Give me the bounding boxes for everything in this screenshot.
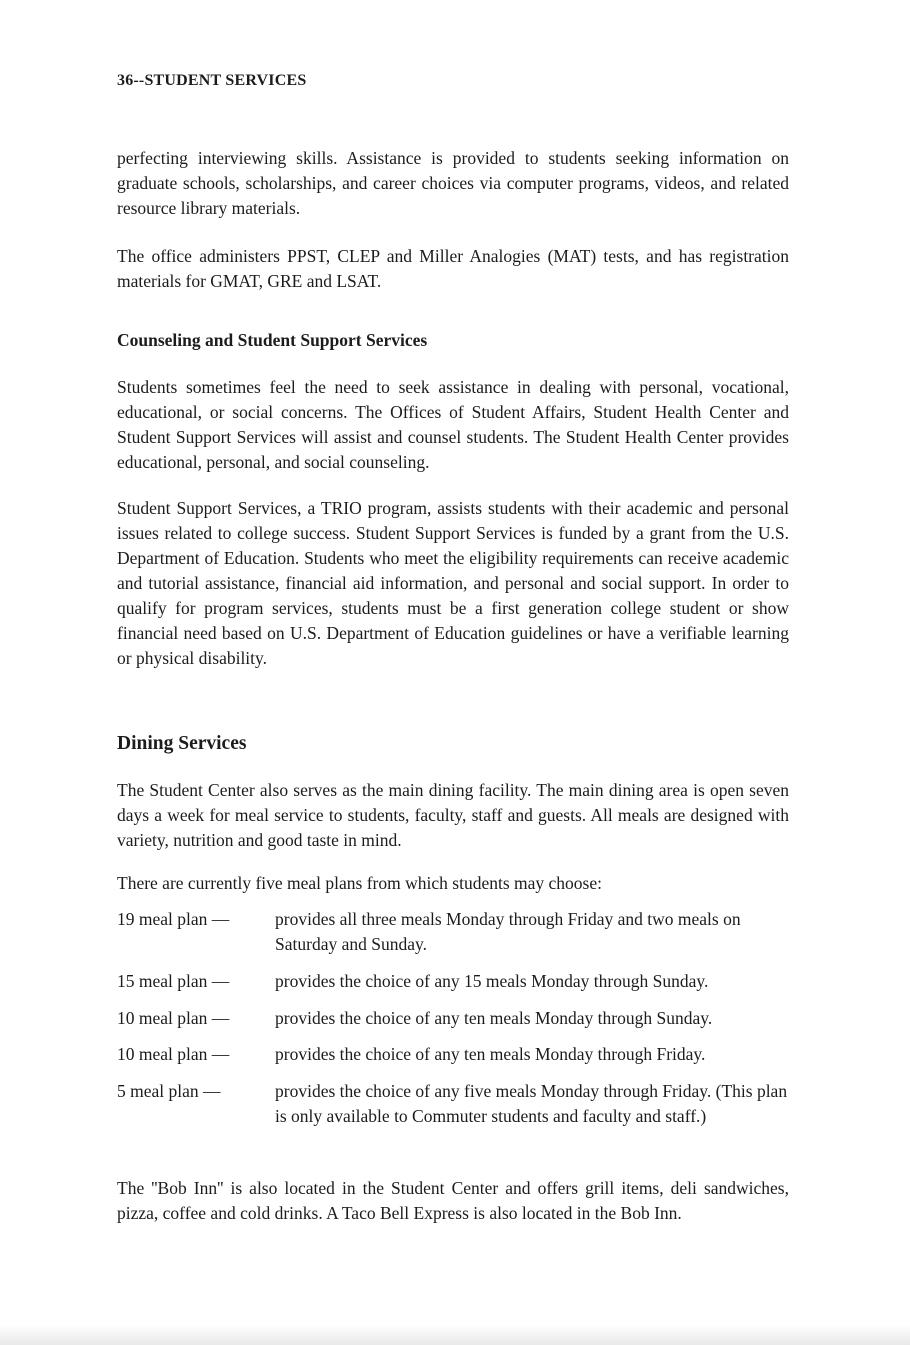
meal-plan-name: 10 meal plan — xyxy=(117,1044,230,1064)
counseling-paragraph-2: Student Support Services, a TRIO program, assists students with their academic and personal issues related to college success. Student Support Services is funded by a grant from the U.S. Department of Education. Students who meet the eligibility requirements can receive academic and tutorial assistance, financial aid information, and personal and social support. In order to qualify for program services, students must be a first generation college student or show financial need based on U.S. Department of Education guidelines or have a verifiable learning or physical disability. xyxy=(117,498,789,668)
meal-plan-row xyxy=(117,1079,789,1129)
counseling-heading: Counseling and Student Support Services xyxy=(117,330,428,350)
meal-plan-name: 19 meal plan — xyxy=(117,909,230,929)
meal-plan-row xyxy=(117,969,789,994)
dining-paragraph-1: The Student Center also serves as the main dining facility. The main dining area is open seven days a week for meal service to students, faculty, staff and guests. All meals are designed with variety, nutrition and good taste in mind. xyxy=(117,780,789,850)
meal-plan-description: provides all three meals Monday through Friday and two meals on Saturday and Sunday. xyxy=(275,909,741,954)
intro-paragraph-2: The office administers PPST, CLEP and Miller Analogies (MAT) tests, and has registration materials for GMAT, GRE and LSAT. xyxy=(117,246,789,291)
meal-plan-description: provides the choice of any ten meals Monday through Sunday. xyxy=(275,1008,713,1028)
dining-heading: Dining Services xyxy=(117,733,247,754)
scan-edge-shadow xyxy=(0,1325,910,1345)
dining-paragraph-2: The ''Bob Inn'' is also located in the Student Center and offers grill items, deli sandwiches, pizza, coffee and cold drinks. A Taco Bell Express is also located in the Bob Inn. xyxy=(117,1178,789,1223)
intro-paragraph-1: perfecting interviewing skills. Assistance is provided to students seeking information on graduate schools, scholarships, and career choices via computer programs, videos, and related resource library materials. xyxy=(117,148,789,218)
meal-plan-row xyxy=(117,907,789,957)
meal-plan-description: provides the choice of any 15 meals Monday through Sunday. xyxy=(275,971,709,991)
meal-plan-name: 15 meal plan — xyxy=(117,971,230,991)
meal-plan-row xyxy=(117,1006,789,1031)
meal-plan-description: provides the choice of any five meals Monday through Friday. (This plan is only available to Commuter students and faculty and staff.) xyxy=(275,1081,788,1126)
meal-plan-name: 5 meal plan — xyxy=(117,1081,221,1101)
meal-plan-row xyxy=(117,1042,789,1067)
meal-plans-intro: There are currently five meal plans from which students may choose: xyxy=(117,873,602,893)
meal-plan-name: 10 meal plan — xyxy=(117,1008,230,1028)
counseling-paragraph-1: Students sometimes feel the need to seek assistance in dealing with personal, vocational, educational, or social concerns. The Offices of Student Affairs, Student Health Center and Student Support Services will assist and counsel students. The Student Health Center provides educational, personal, and social counseling. xyxy=(117,377,789,472)
page-header: 36--STUDENT SERVICES xyxy=(117,72,307,89)
meal-plan-description: provides the choice of any ten meals Monday through Friday. xyxy=(275,1044,706,1064)
